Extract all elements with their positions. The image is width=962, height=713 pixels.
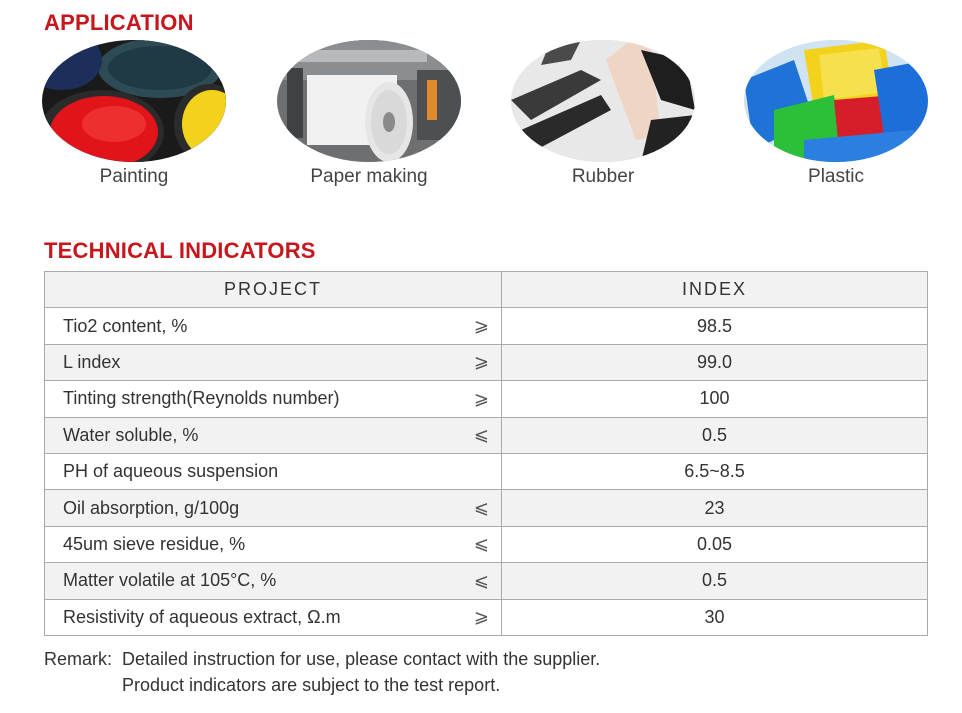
application-heading: APPLICATION: [44, 10, 194, 35]
comparison-symbol: ⩾: [473, 388, 489, 409]
index-value: 6.5~8.5: [502, 453, 928, 489]
comparison-symbol: ⩾: [473, 315, 489, 336]
technical-indicators-heading: TECHNICAL INDICATORS: [44, 238, 316, 263]
project-name: Tio2 content, %: [63, 315, 188, 336]
index-value: 99.0: [502, 344, 928, 380]
comparison-symbol: ⩽: [473, 497, 489, 518]
comparison-symbol: ⩾: [473, 351, 489, 372]
remark-block: [44, 646, 600, 698]
application-item-painting: [42, 40, 226, 188]
table-row: [45, 453, 928, 489]
project-cell: [45, 417, 502, 453]
rubber-profiles-image: [511, 40, 695, 162]
project-cell: [45, 381, 502, 417]
index-value: 30: [502, 599, 928, 635]
table-row: [45, 344, 928, 380]
comparison-symbol: ⩽: [473, 570, 489, 591]
project-cell: [45, 453, 502, 489]
project-cell: [45, 599, 502, 635]
project-cell: [45, 344, 502, 380]
table-row: [45, 490, 928, 526]
index-value: 23: [502, 490, 928, 526]
technical-indicators-table: [44, 271, 928, 636]
table-body: [45, 308, 928, 636]
comparison-symbol: ⩽: [473, 533, 489, 554]
index-value: 0.05: [502, 526, 928, 562]
application-label: Painting: [99, 166, 169, 187]
index-value: 0.5: [502, 417, 928, 453]
project-name: Resistivity of aqueous extract, Ω.m: [63, 606, 341, 627]
index-value: 0.5: [502, 563, 928, 599]
comparison-symbol: ⩾: [473, 606, 489, 627]
project-cell: [45, 563, 502, 599]
table-row: [45, 599, 928, 635]
table-row: [45, 308, 928, 344]
paint-buckets-image: [42, 40, 226, 162]
comparison-symbol: ⩽: [473, 424, 489, 445]
table-row: [45, 417, 928, 453]
application-label: Plastic: [808, 166, 864, 187]
table-row: [45, 381, 928, 417]
table-row: [45, 526, 928, 562]
application-label: Paper making: [310, 166, 428, 187]
project-name: PH of aqueous suspension: [63, 461, 279, 482]
remark-line-1: Detailed instruction for use, please contact with the supplier.: [122, 649, 601, 669]
application-item-paper-making: [277, 40, 461, 188]
remark-line-2: Product indicators are subject to the test report.: [122, 675, 501, 695]
application-item-plastic: [744, 40, 928, 188]
project-name: Oil absorption, g/100g: [63, 497, 240, 518]
project-name: 45um sieve residue, %: [63, 533, 246, 554]
header-project: PROJECT: [45, 272, 502, 308]
application-item-rubber: [511, 40, 695, 188]
project-name: Water soluble, %: [63, 424, 199, 445]
project-name: Matter volatile at 105°C, %: [63, 570, 277, 591]
application-label: Rubber: [571, 166, 635, 187]
project-cell: [45, 490, 502, 526]
plastic-crates-image: [744, 40, 928, 162]
header-index: INDEX: [502, 272, 928, 308]
index-value: 100: [502, 381, 928, 417]
project-name: L index: [63, 351, 121, 372]
project-name: Tinting strength(Reynolds number): [63, 388, 340, 409]
paper-roll-image: [277, 40, 461, 162]
index-value: 98.5: [502, 308, 928, 344]
project-cell: [45, 526, 502, 562]
table-row: [45, 563, 928, 599]
project-cell: [45, 308, 502, 344]
table-header-row: [45, 272, 928, 308]
remark-label: Remark:: [44, 649, 113, 669]
